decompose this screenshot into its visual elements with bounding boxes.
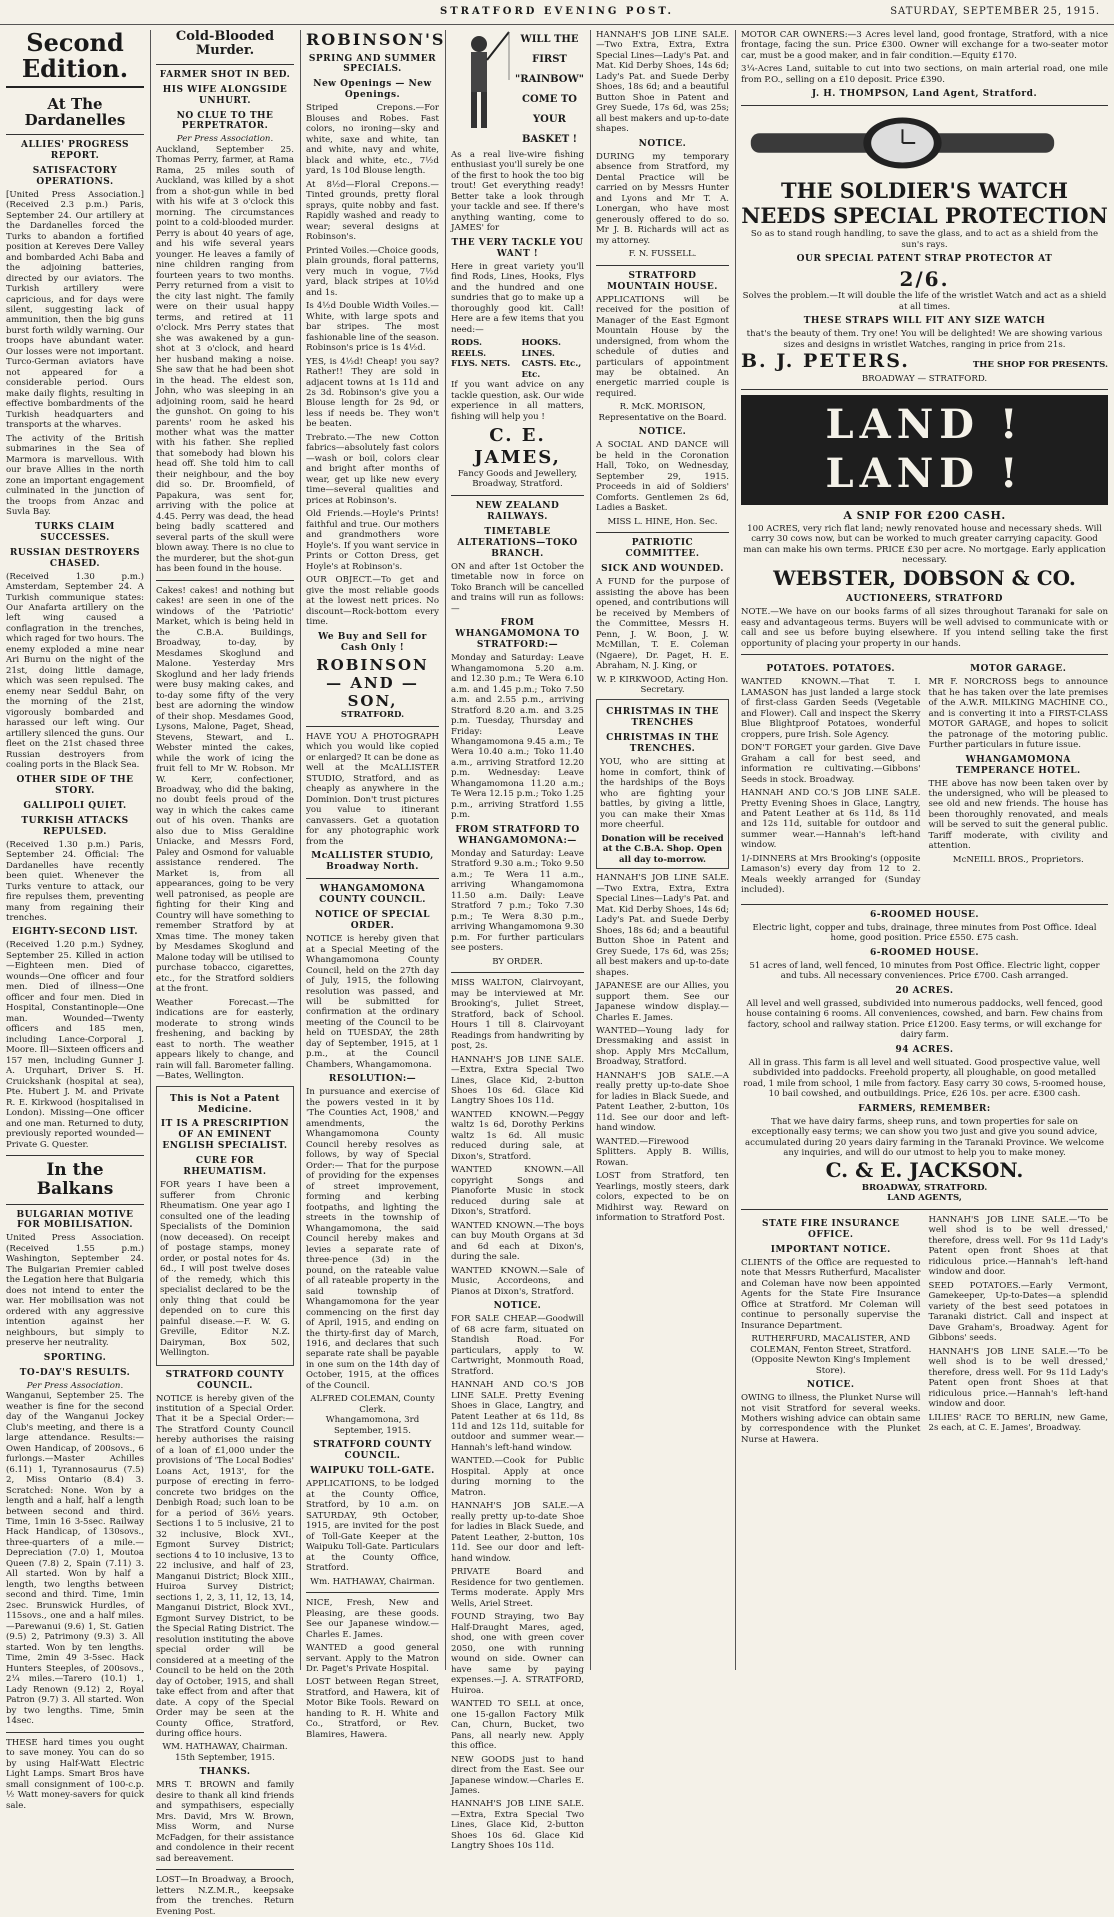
notice-heading: NOTICE. <box>806 1380 855 1391</box>
issue-date: SATURDAY, SEPTEMBER 25, 1915. <box>890 6 1100 17</box>
notice-text: LOST—In Broadway, a Brooch, letters N.Z.M.R., keepsake from the trenches. Return Evening Post. <box>156 1875 294 1917</box>
article-heading: SATISFACTORY OPERATIONS. <box>32 165 118 187</box>
ad-heading: OUR SPECIAL PATENT STRAP PROTECTOR AT <box>796 254 1053 265</box>
article-text: Weather Forecast.—The indications are for easterly, moderate to strong winds freshening, and backing by east to north. The weather appears likely to change, and rain will fall. Barometer falling.—Bates, Wellington. <box>156 997 294 1082</box>
advertisement: 3¼-Acres Land, suitable to cut into two sections, on main arterial road, one mile from P.O., selling on a £10 deposit. Price £390. <box>741 64 1108 85</box>
column-2 <box>150 29 300 1917</box>
ad-heading: THE SOLDIER'S WATCH NEEDS SPECIAL PROTECTION <box>741 177 1108 229</box>
signature: Wm. HATHAWAY, Chairman. <box>310 1576 435 1587</box>
notice-text: APPLICATIONS will be received for the position of Manager of the East Egmont Mountain House by the undersigned, from whom the schedule of duties and particulars of appointment may be obtained. An energetic married couple is required. <box>596 294 729 399</box>
ad-text: Is 4½d Double Width Voiles.—White, with large spots and bar stripes. The most fashionable line of the season. Robinson's price is 1s 4½d. <box>306 301 439 354</box>
notice-date: 15th September, 1915. <box>175 1752 275 1763</box>
notice-heading: TIMETABLE ALTERATIONS—TOKO BRANCH. <box>457 526 578 559</box>
notice-heading: STRATFORD COUNTY COUNCIL. <box>313 1440 432 1462</box>
advertisement: HANNAH'S JOB LINE SALE.—Extra, Extra Special Two Lines, Glace Kid, 2-button Shoes 10s 6d. Glace Kid Langtry Shoes 10s 11d. <box>451 1799 584 1852</box>
article-text: (Received 1.30 p.m.) Amsterdam, September 24. A Turkish communique states: Our Anafarta artillery on the left wing caused a conflagration in the trenches, which raged for two hours. The enemy exploded a mine near Ari Burnu on the night of the 21st, doing little damage, which was seen repulsed. The enemy near Seddul Bahr, on the morning of the 21st, vigorously bombarded and harassed our left wing. Our artillery silenced the guns. Our fleet on the 21st chased three Russian destroyers from coaling ports in the Black Sea. <box>6 571 144 771</box>
ad-heading: IT IS A PRESCRIPTION OF AN EMINENT ENGLISH SPECIALIST. <box>160 1119 290 1152</box>
ad-heading: WEBSTER, DOBSON & CO. <box>773 565 1076 590</box>
listing-text: 51 acres of land, well fenced, 10 minutes from Post Office. Electric light, copper and tubs. All necessary conveniences. Price £700. Cash arranged. <box>749 960 1100 982</box>
advertisement: PRIVATE Board and Residence for two gentlemen. Terms moderate. Apply Mrs Wells, Ariel Street. <box>451 1567 584 1609</box>
ad-text: At 8½d—Floral Crepons.—Tinted grounds, pretty floral sprays, quite nobby and fast. Rapidly washed and ready to wear; several designs at Robinson's. <box>306 179 439 243</box>
article-heading: HIS WIFE ALONGSIDE UNHURT. <box>162 84 288 106</box>
article-text: (Received 1.30 p.m.) Paris, September 24. Official: The Dardanelles have recently been quiet. Whenever the Turks venture to attack, our fire repulses them, preventing many from regaining their trenches. <box>6 839 144 923</box>
ad-heading: B. J. PETERS. <box>741 350 910 373</box>
advertisement: LILIES' RACE TO BERLIN, new Game, 2s each, at C. E. James', Broadway. <box>928 1412 1108 1434</box>
advertisement: WANTED.—Cook for Public Hospital. Apply at once during morning to the Matron. <box>451 1456 584 1498</box>
advertisement: HANNAH AND CO.'S JOB LINE SALE. Pretty Evening Shoes in Glace, Langtry, and Patent Leather at 6s 11d, 8s 11d and 12s 11d, suitable for outdoor and summer wear.—Hannah's left-hand window. <box>741 788 921 851</box>
notice-heading: IMPORTANT NOTICE. <box>770 1244 891 1255</box>
notice-heading: WHANGAMOMONA COUNTY COUNCIL. <box>319 884 426 906</box>
advertisement: HANNAH AND CO.'S JOB LINE SALE. Pretty Evening Shoes in Glace, Langtry, and Patent Leather at 6s 11d, 8s 11d and 12s 11d, suitable for outdoor and summer wear.—Hannah's left-hand window. <box>451 1380 584 1453</box>
advertisement: NICE, Fresh, New and Pleasing, are these goods. See our Japanese window.—Charles E. James. <box>306 1598 439 1640</box>
notice-text: Monday and Saturday: Leave Whangamomona 5.20 a.m. and 12.30 p.m.; Te Wera 6.10 a.m. and 1.45 p.m.; Toko 7.50 a.m. and 2.55 p.m., arriving Stratford 8.20 a.m. and 3.25 p.m. Tuesday, Thursday and Friday: Leave Whangamomona 9.45 a.m.; Te Wera 10.40 a.m.; Toko 11.40 a.m., arriving Stratford 12.20 p.m. Wednesday: Leave Whangamomona 11.20 a.m.; Te Wera 12.15 p.m.; Toko 1.25 p.m., arriving Stratford 1.55 p.m. <box>451 653 584 821</box>
notice-heading: STRATFORD MOUNTAIN HOUSE. <box>607 270 718 292</box>
ad-text: Trebrato.—The new Cotton fabrics—absolutely fast colors—wash or boil, colors clear and bright after months of wear, get up like new every time—several qualities and prices at Robinson's. <box>306 432 439 506</box>
land-banner: LAND ! LAND ! <box>741 395 1108 505</box>
advertisement: WANTED KNOWN.—Sale of Music, Accordeons, and Pianos at Dixon's, Stratford. <box>451 1265 584 1297</box>
column-5 <box>590 30 735 1670</box>
notice-heading: SICK AND WOUNDED. <box>601 564 724 575</box>
ad-list: RODS. REELS. FLYS. NETS. <box>451 338 511 370</box>
listing-text: All level and well grassed, subdivided into numerous paddocks, well fenced, good house containing 6 rooms. All conveniences, cowshed, and barn. Few chains from factory, school and railway station. Price £1200. Easy terms, or will exchange for dairy farm. <box>746 998 1103 1041</box>
ad-heading: CURE FOR RHEUMATISM. <box>183 1156 267 1178</box>
ad-heading: AUCTIONEERS, STRATFORD <box>846 594 1003 605</box>
ad-heading: MOTOR GARAGE. <box>970 664 1067 675</box>
ad-price: 2/6. <box>899 267 950 292</box>
column-1 <box>0 28 150 1811</box>
listing-heading: FARMERS, REMEMBER: <box>858 1103 991 1114</box>
fisherman-illustration <box>451 30 511 140</box>
article-heading: TO-DAY'S RESULTS. <box>19 1367 131 1378</box>
notice-heading: FROM WHANGAMOMONA TO STRATFORD:— <box>455 618 580 651</box>
masthead <box>0 0 1114 25</box>
signature: BY ORDER. <box>492 956 543 967</box>
ad-heading: C. E. JAMES, <box>474 425 561 469</box>
notice-heading: NOTICE. <box>638 427 687 438</box>
ad-text: Striped Crepons.—For Blouses and Robes. Fast colors, no ironing—sky and white, saxe and white, tan and white, navy and white, black and white, etc., 7½d yard, 1s 10d Blouse length. <box>306 103 439 177</box>
advertisement: WANTED—Young lady for Dressmaking and assist in shop. Apply Mrs McCallum, Broadway, Stratford. <box>596 1025 729 1068</box>
advertisement: THE above has now been taken over by the undersigned, who will be pleased to see old and new friends. The house has been thoroughly renovated, and meals will be served to suit the general public. Tariff moderate, with civility and attention. <box>928 778 1108 852</box>
advertisement: NEW GOODS just to hand direct from the East. See our Japanese window.—Charles E. James. <box>451 1754 584 1796</box>
article-text: United Press Association. (Received 1.55 p.m.) Washington, September 24. The Bulgarian Premier cabled the Legation here that Bulgaria does not intend to enter the war. Her mobilisation was not ordered with any aggressive intention against her neighbours, but simply to preserve her neutrality. <box>6 1233 144 1349</box>
byline: Per Press Association. <box>26 1380 124 1391</box>
notice-heading: FROM STRATFORD TO WHANGAMOMONA:— <box>455 824 580 846</box>
ad-text: 100 ACRES, very rich flat land; newly renovated house and necessary sheds. Will carry 30 cows now, but can be worked to much greater carrying capacity. Good man can make his own terms. PRICE £30 per acre. No mortgage. Early application necessary. <box>743 523 1106 566</box>
notice-heading: NOTICE. <box>493 1301 542 1312</box>
article-heading: TURKISH ATTACKS REPULSED. <box>21 815 129 837</box>
advertisement: HANNAH'S JOB LINE SALE.—Extra, Extra Special Two Lines, Glace Kid, 2-button Shoes 10s 6d. Glace Kid Langtry Shoes 10s 11d. <box>451 1054 584 1107</box>
ad-text: HAVE YOU A PHOTOGRAPH which you would like copied or enlarged? It can be done as well at the McALLISTER STUDIO, Stratford, and as cheaply as anywhere in the Dominion. Don't trust pictures you value to itinerant canvassers. Get a quotation for any photographic work from the <box>306 731 439 847</box>
article-heading: SPORTING. <box>43 1352 107 1363</box>
ad-text: YES, is 4½d! Cheap! you say? Rather!! They are sold in adjacent towns at 1s 11d and 2s 3d. Robinson's give you a Blouse length for 2s 9d, or less if needs be. They won't be beaten. <box>306 356 439 430</box>
advertisement: HANNAH'S JOB SALE.—A really pretty up-to-date Shoe for ladies in Black Suede, and Patent Leather, 2-button, 10s 11d. See our door and left-hand window. <box>596 1070 729 1134</box>
notice-text: DURING my temporary absence from Stratford, my Dental Practice will be carried on by Messrs Hunter and Lyons and Mr T. A. Lonergan, who have most generously offered to do so. Mr J. B. Richards will act as my attorney. <box>596 151 729 246</box>
signature: ALFRED COLEMAN, County Clerk. <box>310 1394 435 1415</box>
ad-heading: THE VERY TACKLE YOU WANT ! <box>451 237 584 259</box>
ad-heading: THESE STRAPS WILL FIT ANY SIZE WATCH <box>803 316 1046 327</box>
advertisement: FOUND Straying, two Bay Half-Draught Mares, aged, shod, one with green cover 2050, one with running wound on side. Owner can have same by paying expenses.—J. A. STRATFORD, Huiroa. <box>451 1612 584 1696</box>
advertisement: JAPANESE are our Allies, you support them. See our Japanese window display.—Charles E. James. <box>596 981 729 1023</box>
ad-text: Printed Voiles.—Choice goods, plain grounds, floral patterns, very much in vogue, 7½d yard, black stripes at 10½d and 1s. <box>306 245 440 298</box>
ad-address: STRATFORD. <box>340 710 405 721</box>
ad-text: YOU, who are sitting at home in comfort, think of the hardships of the Boys who are fighting your battles, by giving a little, you can make their Xmas more cheerful. <box>600 757 725 831</box>
dardanelles-heading: At The Dardanelles <box>24 94 126 130</box>
ad-heading: C. & E. JACKSON. <box>825 1158 1024 1183</box>
notice-heading: THANKS. <box>199 1767 251 1778</box>
notice-text: ON and after 1st October the timetable now in force on Toko Branch will be cancelled and trains will run as follows:— <box>451 561 584 614</box>
notice-heading: WAIPUKU TOLL-GATE. <box>310 1466 435 1477</box>
notice-text: In pursuance and exercise of the powers vested in it by 'The Counties Act, 1908,' and amendments, the Whangamomona County Council hereby resolves as follows, by way of Special Order:— That for the purpose of providing for the expenses of street improvement, forming and kerbing footpaths, and lighting the streets in the township of Whangamomona, the said Council hereby makes and levies a separate rate of three-pence (3d) in the pound, on the rateable value of all rateable property in the said township of Whangamomona for the year commencing on the first day of April, 1915, and ending on the thirty-first day of March, 1916, and declares that such separate rate shall be payable in one sum on the 14th day of October, 1915, at the offices of the Council. <box>306 1087 439 1391</box>
watch-strap-illustration <box>741 115 1064 170</box>
ad-heading: McALLISTER STUDIO, Broadway North. <box>311 851 434 873</box>
article-text: The activity of the British submarines in the Sea of Marmora is marvellous. With our brave Allies in the north zone an important engagement culminated in the junction of the troops from Anzac and Suvla Bay. <box>6 433 144 518</box>
article-heading: TURKS CLAIM SUCCESSES. <box>35 521 115 543</box>
ad-heading: CHRISTMAS IN THE TRENCHES <box>606 707 719 729</box>
article-heading: NO CLUE TO THE PERPETRATOR. <box>176 110 274 132</box>
ad-text: Solves the problem.—It will double the life of the wristlet Watch and act as a shield at all times. <box>742 291 1107 312</box>
ad-text: If you want advice on any tackle question, ask. Our wide experience in all matters, fishing will help you ! <box>451 380 584 422</box>
signature: W. P. KIRKWOOD, Acting Hon. Secretary. <box>596 674 729 695</box>
ad-address: BROADWAY, STRATFORD. <box>861 1182 988 1193</box>
listing-heading: 20 ACRES. <box>895 985 954 996</box>
article-heading: RUSSIAN DESTROYERS CHASED. <box>9 547 141 569</box>
signature: RUTHERFURD, MACALISTER, AND COLEMAN, Fenton Street, Stratford. (Opposite Newton King's Implement Store). <box>750 1334 912 1376</box>
ad-text: Donation will be received at the C.B.A. Shop. Open all day to-morrow. <box>601 833 724 865</box>
ad-text: Here in great variety you'll find Rods, Lines, Hooks, Flys and the hundred and one sundries that go to make up a thoroughly good kit. Call! Here are a few items that you need:— <box>451 261 584 335</box>
notice-text: APPLICATIONS, to be lodged at the County Office, Stratford, by 10 a.m. on SATURDAY, 9th October, 1915, are invited for the post of Toll-Gate Keeper at the Waipuku Toll-Gate. Particulars at the County Office, Stratford. <box>306 1479 439 1574</box>
notice-heading: NEW ZEALAND RAILWAYS. <box>475 500 560 522</box>
advertisement: WANTED KNOWN.—The boys can buy Mouth Organs at 3d and 6d each at Dixon's, during the sale. <box>451 1220 584 1263</box>
notice-text: Monday and Saturday: Leave Stratford 9.30 a.m.; Toko 9.50 a.m.; Te Wera 11 a.m., arriving Whangamomona 11.50 a.m. Daily: Leave Stratford 7 p.m.; Toko 7.30 p.m.; Te Wera 8.30 p.m., arriving Whangamomona 9.30 p.m. For further particulars see posters. <box>451 848 584 954</box>
advertisement: LOST from Stratford, ten Yearlings, mostly steers, dark colors, expected to be on Midhirst way. Reward on information to Stratford Post. <box>596 1171 729 1224</box>
advertisement: MOTOR CAR OWNERS:—3 Acres level land, good frontage, Stratford, with a nice frontage, facing the sun. Price £300. Owner will exchange for a two-seater motor car, must be a good maker, and in fair condition.—Equity £170. <box>741 30 1108 61</box>
ad-text: that's the beauty of them. Try one! You will be delighted! We are showing various sizes and designs in wristlet Watches, ranging in price from 21s. <box>746 329 1103 350</box>
notice-heading: PATRIOTIC COMMITTEE. <box>625 538 700 560</box>
advertisement: FOR SALE CHEAP.—Goodwill of 68 acre farm, situated on Standish Road. For particulars, apply to W. Cartwright, Monmouth Road, Stratford. <box>451 1314 584 1377</box>
advertisement: WANTED KNOWN.—Peggy waltz 1s 6d, Dorothy Perkins waltz 1s 6d. All music reduced during sale, at Dixon's, Stratford. <box>451 1109 584 1162</box>
advertisement: HANNAH'S JOB LINE SALE.—'To be well shod is to be well dressed,' therefore, dress well. For 9s 11d Lady's Patent open front Shoes at that ridiculous price.—Hannah's left-hand window and door. <box>928 1214 1108 1278</box>
listing-heading: 6-ROOMED HOUSE. <box>869 909 980 920</box>
article-text: Cakes! cakes! and nothing but cakes! are seen in one of the windows of the 'Patriotic' Market, which is being held in the C.B.A. Buildings, Broadway, to-day, by Mesdames Skoglund and Malone. Yesterday Mrs Skoglund and her lady friends were busy making cakes, and to-day some fifty of the very best are adorning the window of their shop. Mesdames Good, Lysons, Malone, Paget, Shead, Stevens, Stewart, and L. Webster minted the cakes, while the work of icing the fruit fell to Mr W. Robson. Mr W. Kerr, confectioner, Broadway, who did the baking, no doubt feels proud of the way in which the cakes came out of his oven. Thanks are also due to Miss Geraldine Uniacke, and Messrs Ford, Paley and Osmond for valuable assistance rendered. The Market is, from all appearances, going to be very well patronised, as people are fighting for their King and Country will have something to remember Stratford by at Xmas time. The money taken by Mesdames Skoglund and Malone today will be utilised to purchase tobacco, cigarettes, etc., for the Stratford soldiers at the front. <box>156 585 294 995</box>
notice-heading: NOTICE. <box>638 138 687 149</box>
ad-heading: New Openings — New Openings. <box>313 79 432 101</box>
article-heading: OTHER SIDE OF THE STORY. <box>16 774 134 796</box>
advertisement: HANNAH'S JOB SALE.—A really pretty up-to-date Shoe for ladies in Black Suede, and Patent Leather, 2-button, 10s 11d. See our door and left-hand window. <box>451 1501 584 1564</box>
paper-title: STRATFORD EVENING POST. <box>440 6 674 17</box>
ad-tagline: LAND AGENTS, <box>887 1193 962 1204</box>
advertisement <box>596 699 729 869</box>
advertisement: DON'T FORGET your garden. Give Dave Graham a call for best seed, and information re cultivating.—Gibbons' Seeds in stock. Broadway. <box>741 743 921 785</box>
listing-text: All in grass. This farm is all level and well situated. Good prospective value, well subdivided into paddocks. Freehold property, all ploughable, on good metalled road, 1 mile from school, 1 mile from factory. Easy carry 30 cows, 5-roomed house, 10 bail cowshed, and outbuildings. Price, £26 10s. per acre. £300 cash. <box>743 1057 1106 1100</box>
advertisement: THESE hard times you ought to save money. You can do so by using Half-Watt Electric Light Lamps. Smart Bros have small consignment of 100-c.p. ½ Watt money-savers for quick sale. <box>6 1737 144 1811</box>
ad-heading: ROBINSON — AND — SON, <box>316 655 429 711</box>
advertisement: HANNAH'S JOB LINE SALE.—Two Extra, Extra, Extra Special Lines—Lady's Pat. and Mat. Kid Derby Shoes, 14s 6d; Lady's Pat. and Suede Derby Shoes, 18s 6d; and a beautiful Button Shoe in Patent and Grey Suede, 17s 6d, was 25s; all best makers and up-to-date shapes. <box>596 30 730 135</box>
notice-text: NOTICE is hereby given of the institution of a Special Order. That it be a Special Order:— The Stratford County Council hereby authorises the raising of a loan of £1,000 under the provisions of 'The Local Bodies' Loans Act, 1913', for the purpose of erecting in ferro-concrete two bridges on the Denbigh Road; such loan to be for a period of 36½ years. Sections 1 to 5 inclusive, 21 to 32 inclusive, Block XVI., Egmont Survey District; sections 4 to 10 inclusive, 13 to 22 inclusive, and half of 23, Manganui District; Block XIII., Huiroa Survey District; sections 1, 2, 3, 11, 12, 13, 14, Manganui District, Block XVI., Egmont Survey District, to be the Special Rating District. The resolution instituting the above special order will be considered at a meeting of the Council to be held on the 20th day of October, 1915, and shall take effect from and after that date. A copy of the Special Order may be seen at the County Office, Stratford, during office hours. <box>156 1393 294 1739</box>
column-3 <box>300 30 446 1740</box>
advertisement: HANNAH'S JOB LINE SALE.—Two Extra, Extra, Extra Special Lines—Lady's Pat. and Mat. Kid Derby Shoes, 14s 6d; Lady's Pat. and Suede Derby Shoes, 18s 6d; and a beautiful Button Shoe in Patent and Grey Suede, 17s 6d, was 25s; all best makers and up-to-date shapes. <box>596 873 730 978</box>
ad-text: Old Friends.—Hoyle's Prints! faithful and true. Our mothers and grandmothers wore Hoyle's. If you want service in Prints or Cotton Dress, get Hoyle's at Robinson's. <box>306 509 439 572</box>
article-heading: EIGHTY-SECOND LIST. <box>12 927 138 938</box>
ad-heading: This is Not a Patent Medicine. <box>170 1093 280 1115</box>
notice-text: CLIENTS of the Office are requested to note that Messrs Rutherfurd, Macalister and Coleman have now been appointed Agents for the State Fire Insurance Office at Stratford. Mr Coleman will continue to personally supervise the Insurance Department. <box>741 1257 921 1331</box>
ad-list: HOOKS. LINES. CASTS. Etc., Etc. <box>521 338 582 380</box>
byline: Per Press Association. <box>176 134 274 145</box>
advertisement: LOST between Regan Street, Stratford, and Hawera, kit of Motor Bike Tools. Reward on handing to R. H. White and Co., Stratford, or Rev. Blamires, Hawera. <box>306 1677 439 1740</box>
advertisement: HANNAH'S JOB LINE SALE.—'To be well shod is to be well dressed,' therefore, dress well. For 9s 11d Lady's Patent open front Shoes at that ridiculous price.—Hannah's left-hand window and door. <box>928 1346 1108 1410</box>
notice-heading: NOTICE OF SPECIAL ORDER. <box>315 910 430 932</box>
ad-text: FOR years I have been a sufferer from Chronic Rheumatism. One year ago I consulted one of the leading Specialists of the Dominion (now deceased). On receipt of postage stamps, money order, or postal notes for 4s. 6d., I will post twelve doses of the remedy, which this specialist declared to be the only thing that could be depended on to cure this painful disease.—F. W. G. Greville, Editor N.Z. Dairyman, Box 502, Wellington. <box>160 1180 290 1359</box>
notice-text: A FUND for the purpose of assisting the above has been opened, and contributions will be received by Members of the Committee, Messrs H. Penn, J. W. Boon, J. W. McMillan, T. E. Coleman (Ngaere), Dr. Paget, H. E. Abraham, N. J. King, or <box>596 577 729 672</box>
ad-text: OUR OBJECT.—To get and give the most reliable goods at the lowest nett prices. No discount—Rock-bottom every time. <box>306 575 439 628</box>
listing-text: That we have dairy farms, sheep runs, and town properties for sale on exceptionally easy terms; we can show you two just and give you sound advice, accumulated during 20 years dairy farming in the Taranaki Province. We welcome any inquiries, and will do our utmost to help you to make money. <box>745 1116 1104 1158</box>
notice-text: NOTICE is hereby given that at a Special Meeting of the Whangamomona County Council, held on the 27th day of July, 1915, the following resolution was passed, and will be submitted for confirmation at the ordinary meeting of the Council to be held on TUESDAY, the 28th day of September, 1915, at 1 p.m., at the Council Chambers, Whangamomona. <box>306 934 439 1070</box>
advertisement: MR F. NORCROSS begs to announce that he has taken over the late premises of the A.W.R. MILKING MACHINE CO., and is converting it into a FIRST-CLASS MOTOR GARAGE, and hopes to solicit the patronage of the motoring public. Further particulars in future issue. <box>928 677 1108 751</box>
notice-text: OWING to illness, the Plunket Nurse will not visit Stratford for several weeks. Mothers wishing advice can obtain same by correspondence with the Plunket Nurse at Hawera. <box>741 1393 921 1445</box>
signature: F. N. FUSSELL. <box>628 249 697 260</box>
notice-text: A SOCIAL AND DANCE will be held in the Coronation Hall, Toko, on Wednesday, September 29, 1915. Proceeds in aid of Soldiers' Comforts. Gentlemen 2s 6d, Ladies a Basket. <box>596 440 729 514</box>
second-edition-heading: Second Edition. <box>6 30 144 88</box>
ad-heading: WILL THE FIRST "RAINBOW" COME TO YOUR BASKET ! <box>515 34 584 145</box>
column-6 <box>735 30 1114 1670</box>
advertisement: SEED POTATOES.—Early Vermont, Gamekeeper, Up-to-Dates—a splendid variety of the best seed potatoes in Taranaki district. Call and inspect at Dave Graham's, Broadway. Agent for Gibbons' seeds. <box>928 1280 1108 1344</box>
article-heading: Cold-Blooded Murder. <box>175 29 275 59</box>
advertisement: 1/-DINNERS at Mrs Brooking's (opposite Lamason's) every day from 12 to 2. Meals weekly arranged for (Sunday included). <box>741 853 921 896</box>
advertisement: MISS WALTON, Clairvoyant, may be interviewed at Mr. Brooking's, Juliet Street, Stratford, back of School. Hours 1 till 8. Clairvoyant Readings from handwriting by post, 2s. <box>451 978 584 1052</box>
article-heading: ALLIES' PROGRESS REPORT. <box>20 139 129 161</box>
signature: MISS L. HINE, Hon. Sec. <box>607 516 718 527</box>
ad-text: NOTE.—We have on our books farms of all sizes throughout Taranaki for sale on easy and advantageous terms. Buyers will be well advised to communicate with or call and see us before buying elsewhere. If you intend selling take the first opportunity of placing your property in our hands. <box>741 607 1108 649</box>
listing-text: Electric light, copper and tubs, drainage, three minutes from Post Office. Ideal home, good position. Price £550. £75 cash. <box>752 922 1097 944</box>
ad-address: BROADWAY — STRATFORD. <box>861 373 988 384</box>
signature: WM. HATHAWAY, Chairman. <box>162 1742 288 1753</box>
advertisement <box>156 1086 294 1366</box>
notice-heading: RESOLUTION:— <box>328 1074 417 1085</box>
article-text: Wanganui, September 25. The weather is fine for the second day of the Wanganui Jockey Club's meeting, and there is a large attendance. Results:— Owen Handicap, of 200sovs., 6 furlongs.—Master Achilles (6.11) 1, Tyrannosaurus (7.5) 2, Miss Ontario (8.4) 3. Scratched: None. Won by a length and a half, half a length between second and third. Time, 1min 16 3-5sec. Railway Hack Handicap, of 130sovs., three-quarters of a mile.—Depreciation (7.0) 1, Moutoa Queen (7.8) 2, Spain (7.11) 3. All started. Won by half a length, two lengths between second and third. Time, 1min 2sec. Brunswick Hurdles, of 115sovs., one and a half miles.—Parewanui (9.6) 1, St. Gatien (9.5) 2, Patrimony (9.3) 3. All started. Won by ten lengths. Time, 2min 49 3-5sec. Hack Hunters Steeples, of 200sovs., 2¼ miles.—Tarero (10.1) 1, Lady Renown (9.12) 2, Royal Patron (9.7) 3. All started. Won by two lengths. Time, 5min 14sec. <box>6 1391 144 1727</box>
notice-text: MRS T. BROWN and family desire to thank all kind friends and sympathisers, especially Mrs. David, Mrs W. Brown, Miss Worm, and Nurse McFadgen, for their assistance and condolence in their recent sad bereavement. <box>156 1780 294 1864</box>
article-heading: GALLIPOLI QUIET. <box>23 800 127 811</box>
ad-heading: SPRING AND SUMMER SPECIALS. <box>308 53 437 75</box>
ad-heading: We Buy and Sell for Cash Only ! <box>318 631 427 653</box>
ad-text: As a real live-wire fishing enthusiast you'll surely be one of the first to hook the too big trout! Get everything ready! Better take a look through your tackle and see. If there's anything wanting, come to JAMES' for <box>451 150 584 234</box>
article-text: Auckland, September 25. Thomas Perry, farmer, at Rama Rama, 25 miles south of Auckland, was killed by a shot from a shot-gun while in bed with his wife at 3 o'clock this morning. The circumstances point to a cold-blooded murder. Perry is about 40 years of age, and his wife several years younger. He leaves a family of nine children ranging from fourteen years to two months. Perry returned from a visit to the city last night. The family were on their usual happy terms, and retired at 11 o'clock. Mrs Perry states that she was awakened by a gun-shot at 3 o'clock, and heard her husband making a noise. She saw that he had been shot in the head. The eldest son, John, who was sleeping in an adjoining room, said he heard the gunshot. On going to his parents' room he asked his mother what was the matter with his father. She replied that somebody had blown his head off. She told him to call their neighbour, and the boy did so. Dr. Broomfield, of Papakura, was sent for, arriving with the police at 4.45. Perry was dead, the head being badly scattered and several parts of the skull were blown away. There is no clue to the murderer, but the shot-gun has been found in the house. <box>156 144 294 575</box>
signature: McNEILL BROS., Proprietors. <box>952 854 1084 865</box>
notice-heading: STRATFORD COUNTY COUNCIL. <box>165 1369 285 1391</box>
ad-heading: WHANGAMOMONA TEMPERANCE HOTEL. <box>955 754 1081 776</box>
signature: R. McK. MORISON, Representative on the Board. <box>598 402 727 423</box>
article-heading: FARMER SHOT IN BED. <box>159 69 291 80</box>
balkans-heading: In the Balkans <box>36 1160 114 1199</box>
ad-tagline: THE SHOP FOR PRESENTS. <box>972 360 1108 371</box>
listing-heading: 6-ROOMED HOUSE. <box>869 947 980 958</box>
ad-heading: A SNIP FOR £200 CASH. <box>843 508 1006 522</box>
listing-heading: 94 ACRES. <box>895 1044 954 1055</box>
ad-heading: POTATOES. POTATOES. <box>766 664 896 675</box>
article-text: [United Press Association.] (Received 2.3 p.m.) Paris, September 24. Our artillery at the Dardanelles forced the Turks to abandon a fortified position at Kereves Dere Valley and bombarded Achi Baba and the adjoining batteries, directed by our aviators. The Turkish artillery were capricious, and for days were silent, suggesting lack of ammunition, then the big guns burst forth wildly warning. Our troops have abundant water. Our losses were not important. Turco-German aviators have not appeared for a considerable period. Ours make daily flights, resulting in effective bombardments of the Turkish headquarters and transports at the wharves. <box>6 189 144 431</box>
advertisement: WANTED TO SELL at once, one 15-gallon Factory Milk Can, Churn, Bucket, two Pans, all nearly new. Apply this office. <box>451 1699 584 1752</box>
article-text: (Received 1.20 p.m.) Sydney, September 25. Killed in action—Eighteen men. Died of wounds—One officer and four men. Died of illness—One officer and four men. Died in Hospital, Constantinople—One man. Wounded—Twenty officers and 185 men, including Lance-Corporal J. Moore. Ill—Sixteen officers and 157 men, including Gunner J. A. Urquhart, Driver S. H. Cruickshank (hospital at sea), Pte. Hubert J. M. and Private R. E. Kirkwood (hospitalised in London). Missing—One officer and one man. Returned to duty, previously reported wounded—Private G. Quester. <box>6 940 144 1150</box>
ad-heading: J. H. THOMPSON, Land Agent, Stratford. <box>811 89 1038 100</box>
advertisement: WANTED a good general servant. Apply to the Matron Dr. Paget's Private Hospital. <box>306 1643 439 1674</box>
ad-heading: ROBINSON'S <box>306 30 446 49</box>
ad-heading: CHRISTMAS IN THE TRENCHES. <box>606 733 719 755</box>
column-4 <box>445 30 590 1852</box>
ad-text: So as to stand rough handling, to save the glass, and to act as a shield from the sun's rays. <box>750 229 1099 250</box>
advertisement: WANTED KNOWN.—That T. I. LAMASON has just landed a large stock of first-class Garden Seeds (Vegetable and Flower). Call and inspect the Skerry Blue Blightproof Potatoes, wonderful croppers, pure Irish. Sole Agency. <box>741 677 921 740</box>
article-heading: BULGARIAN MOTIVE FOR MOBILISATION. <box>16 1209 134 1231</box>
ad-address: Fancy Goods and Jewellery, Broadway, Stratford. <box>457 468 578 490</box>
advertisement: WANTED KNOWN.—All copyright Songs and Pianoforte Music in stock reduced during sale at Dixon's, Stratford. <box>451 1165 584 1218</box>
advertisement: WANTED.—Firewood Splitters. Apply B. Willis, Rowan. <box>596 1136 729 1168</box>
notice-date: Whangamomona, 3rd September, 1915. <box>325 1415 420 1436</box>
notice-heading: STATE FIRE INSURANCE OFFICE. <box>762 1218 900 1240</box>
